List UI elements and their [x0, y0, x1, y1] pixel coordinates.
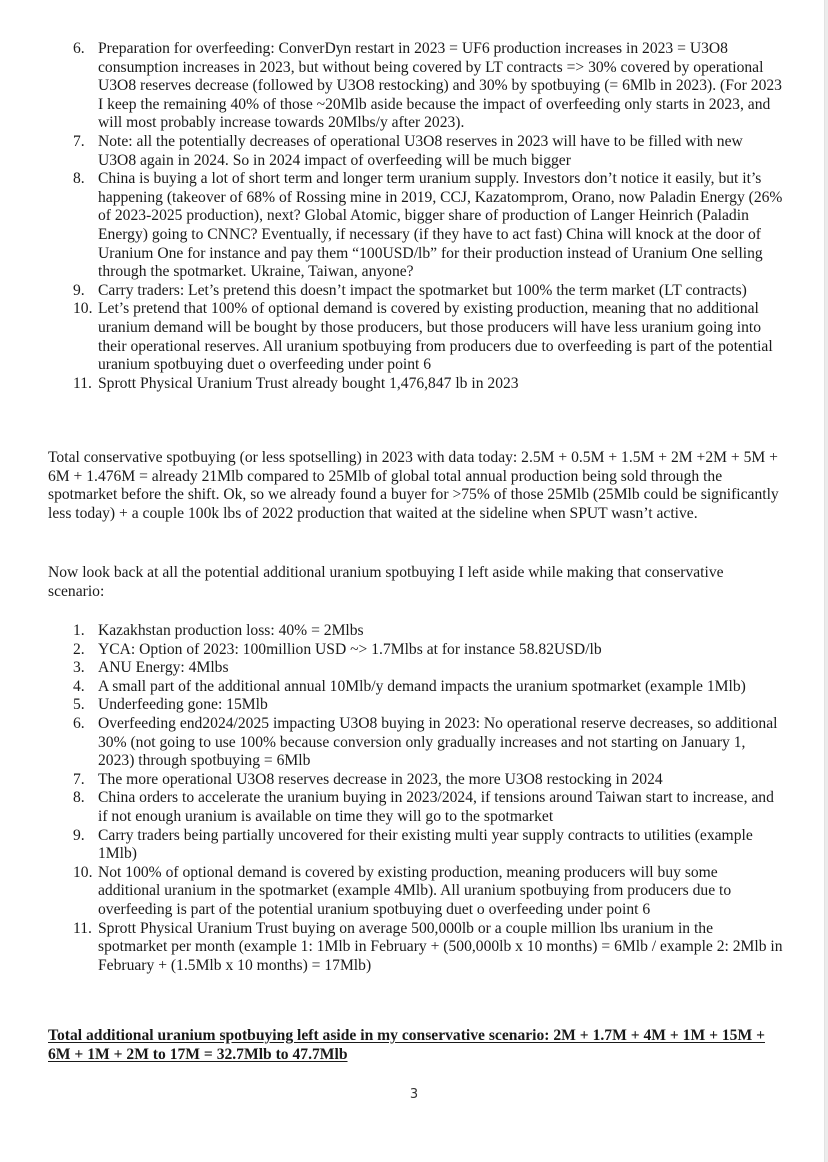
- list-item: [48, 920, 783, 976]
- list-item: [48, 827, 783, 864]
- list-item-number: 1.: [73, 622, 85, 639]
- list-item: [48, 40, 783, 133]
- list-item-text: Underfeeding gone: 15Mlb: [98, 696, 268, 714]
- page-edge: [824, 0, 828, 1162]
- list-item-text: Carry traders being partially uncovered for their existing multi year supply contracts to utilities (example 1Mlb): [98, 826, 753, 863]
- list-item-number: 11.: [73, 374, 92, 392]
- list-item-text: Overfeeding end2024/2025 impacting U3O8 buying in 2023: No operational reserve decreases, so additional 30% (not going to use 100% because conversion only gradually increases and not starting on January 1, 2023) through spotbuying = 6Mlb: [98, 714, 778, 770]
- list-item-text: Not 100% of optional demand is covered by existing production, meaning producers will buy some additional uranium in the spotmarket (example 4Mlb). All uranium spotbuying from producers due to overfeeding is part of the potential uranium spotbuying duet o overfeeding under point 6: [98, 863, 732, 918]
- list-additional: [48, 622, 783, 975]
- look-back-section: [48, 564, 783, 601]
- list-item: [48, 622, 783, 641]
- list-item-number: 8.: [73, 170, 85, 188]
- list-item: [48, 170, 783, 282]
- list-item-number: 6.: [73, 714, 85, 732]
- list-item-number: 9.: [73, 826, 85, 844]
- list-item: [48, 659, 783, 678]
- list-item: [48, 696, 783, 715]
- list-item: [48, 864, 783, 920]
- list-item: [48, 789, 783, 826]
- list-continued: [48, 40, 783, 393]
- list-item: [48, 715, 783, 771]
- list-item-number: 6.: [73, 40, 85, 57]
- list-item-text: Kazakhstan production loss: 40% = 2Mlbs: [98, 622, 364, 639]
- page-number: 3: [409, 1087, 419, 1102]
- list-item-text: A small part of the additional annual 10Mlb/y demand impacts the uranium spotmarket (example 1Mlb): [98, 677, 746, 695]
- list-item: [48, 133, 783, 170]
- list-item-text: The more operational U3O8 reserves decrease in 2023, the more U3O8 restocking in 2024: [98, 770, 663, 788]
- total-additional-summary: Total additional uranium spotbuying left aside in my conservative scenario: 2M + 1.7M + 4M + 1M + 15M + 6M + 1M + 2M to 17M = 32.7Mlb to 47.7Mlb: [48, 1027, 765, 1063]
- list-item-text: Note: all the potentially decreases of operational U3O8 reserves in 2023 will have to be filled with new U3O8 again in 2024. So in 2024 impact of overfeeding will be much bigger: [98, 132, 743, 169]
- list-item-text: China orders to accelerate the uranium buying in 2023/2024, if tensions around Taiwan start to increase, and if not enough uranium is available on time they will go to the spotmarket: [98, 789, 774, 825]
- list-item-number: 8.: [73, 789, 85, 807]
- total-additional-section: [48, 1027, 783, 1064]
- list-item-number: 11.: [73, 919, 92, 937]
- list-item: [48, 282, 783, 301]
- list-item-text: Carry traders: Let’s pretend this doesn’t impact the spotmarket but 100% the term market (LT contracts): [98, 281, 747, 299]
- list-additional-section: [48, 622, 783, 975]
- list-continued-section: [48, 40, 783, 393]
- list-item-number: 2.: [73, 640, 85, 658]
- list-item-number: 4.: [73, 677, 85, 695]
- look-back-paragraph: Now look back at all the potential additional uranium spotbuying I left aside while making that conservative scenario:: [48, 564, 724, 600]
- list-item: [48, 300, 783, 374]
- list-item-text: Let’s pretend that 100% of optional demand is covered by existing production, meaning that no additional uranium demand will be bought by those producers, but those producers will have less uranium going into their operational reserves. All uranium spotbuying from producers due to overfeeding is part of the potential uranium spotbuying duet o overfeeding under point 6: [98, 300, 773, 374]
- conservative-total-paragraph: Total conservative spotbuying (or less spotselling) in 2023 with data today: 2.5M + 0.5M + 1.5M + 2M +2M + 5M + 6M + 1.476M = already 21Mlb compared to 25Mlb of global total annual production being sold through the spotmarket before the shift. Ok, so we already found a buyer for >75% of those 25Mlb (25Mlb could be significantly less today) + a couple 100k lbs of 2022 production that waited at the sideline when SPUT wasn’t active.: [48, 449, 779, 522]
- list-item-text: ANU Energy: 4Mlbs: [98, 659, 229, 677]
- list-item-number: 7.: [73, 770, 85, 788]
- list-item-number: 10.: [73, 300, 93, 318]
- list-item-text: Sprott Physical Uranium Trust buying on average 500,000lb or a couple million lbs uranium in the spotmarket per month (example 1: 1Mlb in February + (500,000lb x 10 months) = 6Mlb / example 2: 2Mlb in February + (1.5Mlb x 10 months) = 17Mlb): [98, 919, 783, 974]
- list-item-number: 10.: [73, 863, 93, 881]
- list-item: [48, 641, 783, 660]
- list-item-number: 7.: [73, 132, 85, 150]
- list-item-text: Preparation for overfeeding: ConverDyn restart in 2023 = UF6 production increases in 2023 = U3O8 consumption increases in 2023, but without being covered by LT contracts => 30% covered by operational U3O8 reserves decrease (followed by U3O8 restocking) and 30% by spotbuying (= 6Mlb in 2023). (For 2023 I keep the remaining 40% of those ~20Mlb aside because the impact of overfeeding only starts in 2023, and will most probably increase towards 20Mlbs/y after 2023).: [98, 40, 782, 132]
- list-item-number: 5.: [73, 696, 85, 714]
- list-item-number: 3.: [73, 659, 85, 677]
- list-item-number: 9.: [73, 281, 85, 299]
- list-item-text: China is buying a lot of short term and longer term uranium supply. Investors don’t notice it easily, but it’s happening (takeover of 68% of Rossing mine in 2019, CCJ, Kazatomprom, Orano, now Paladin Energy (26% of 2023-2025 production), next? Global Atomic, bigger share of production of Langer Heinrich (Paladin Energy) going to CNNC? Eventually, if necessary (if they have to act fast) China will knock at the door of Uranium One for instance and pay them “100USD/lb” for their production instead of Uranium One selling through the spotmarket. Ukraine, Taiwan, anyone?: [98, 170, 783, 281]
- list-item-text: Sprott Physical Uranium Trust already bought 1,476,847 lb in 2023: [98, 374, 519, 392]
- conservative-total-section: [48, 449, 783, 523]
- list-item: [48, 771, 783, 790]
- list-item: [48, 375, 783, 394]
- list-item-text: YCA: Option of 2023: 100million USD ~> 1.7Mlbs at for instance 58.82USD/lb: [98, 640, 602, 658]
- list-item: [48, 678, 783, 697]
